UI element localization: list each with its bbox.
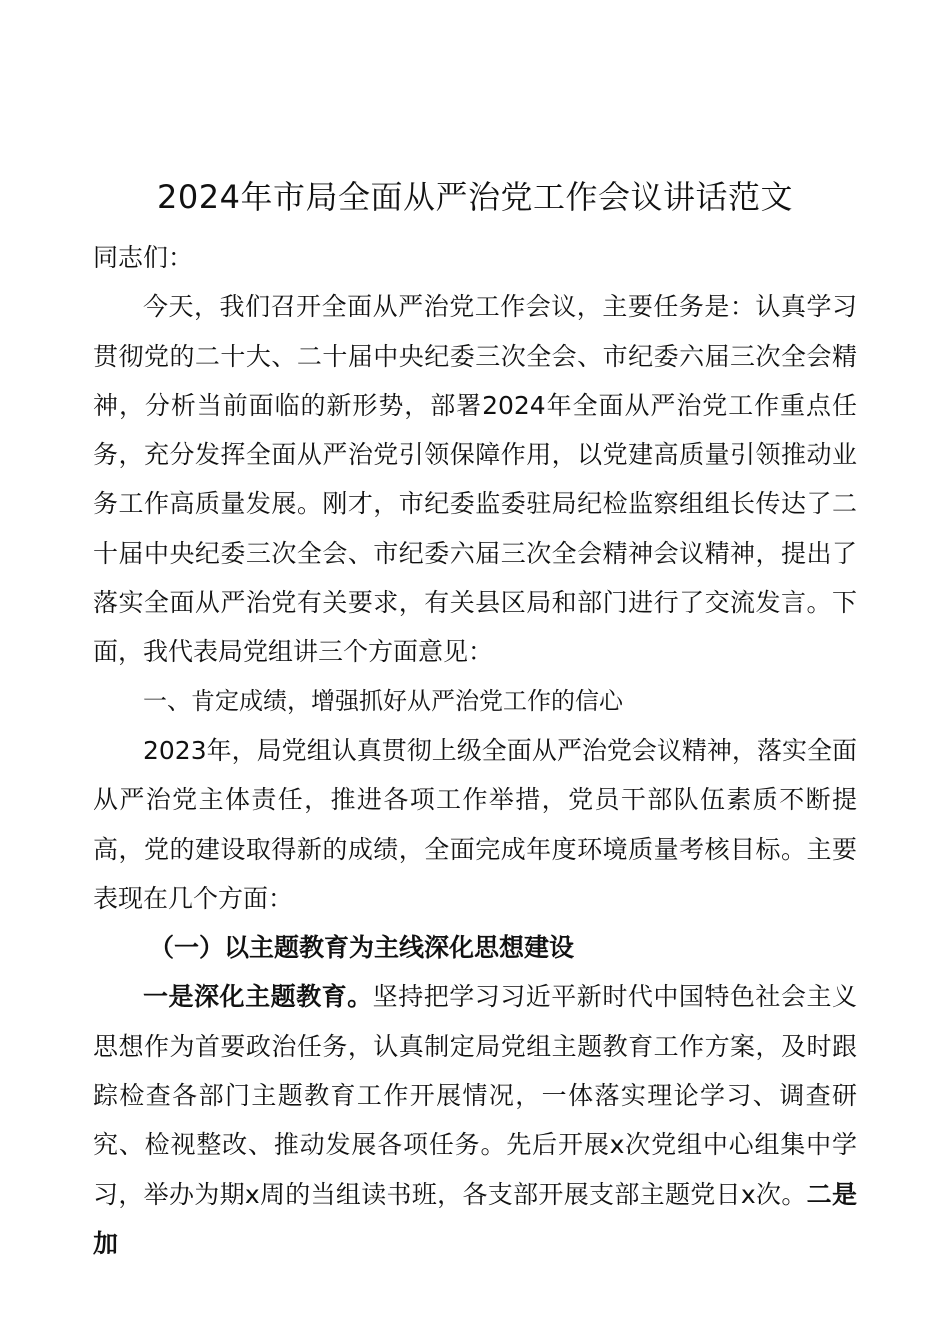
point-1-lead: 一是深化主题教育。 bbox=[143, 982, 373, 1012]
subsection-heading-1: （一）以主题教育为主线深化思想建设 bbox=[149, 933, 575, 963]
section-heading-1: 一、肯定成绩，增强抓好从严治党工作的信心 bbox=[143, 686, 623, 715]
salutation: 同志们： bbox=[93, 243, 194, 272]
point-2-lead: 二是加 bbox=[93, 1179, 857, 1258]
document-body bbox=[93, 233, 857, 1268]
document-title: 2024年市局全面从严治党工作会议讲话范文 bbox=[157, 178, 793, 216]
section-1-paragraph: 2023年，局党组认真贯彻上级全面从严治党会议精神，落实全面从严治党主体责任，推进各项工作举措，党员干部队伍素质不断提高，党的建设取得新的成绩，全面完成年度环境质量考核目标。主要表现在几个方面： bbox=[93, 735, 857, 913]
intro-paragraph: 今天，我们召开全面从严治党工作会议，主要任务是：认真学习贯彻党的二十大、二十届中央纪委三次全会、市纪委六届三次全会精神，分析当前面临的新形势，部署2024年全面从严治党工作重点任务，充分发挥全面从严治党引领保障作用，以党建高质量引领推动业务工作高质量发展。刚才，市纪委监委驻局纪检监察组组长传达了二十届中央纪委三次全会、市纪委六届三次全会精神会议精神，提出了落实全面从严治党有关要求，有关县区局和部门进行了交流发言。下面，我代表局党组讲三个方面意见： bbox=[93, 292, 857, 667]
point-1-text: 坚持把学习习近平新时代中国特色社会主义思想作为首要政治任务，认真制定局党组主题教育工作方案，及时跟踪检查各部门主题教育工作开展情况，一体落实理论学习、调查研究、检视整改、推动发展各项任务。先后开展x次党组中心组集中学习，举办为期x周的当组读书班，各支部开展支部主题党日x次。 bbox=[93, 982, 857, 1209]
point-1-paragraph bbox=[93, 972, 857, 1268]
